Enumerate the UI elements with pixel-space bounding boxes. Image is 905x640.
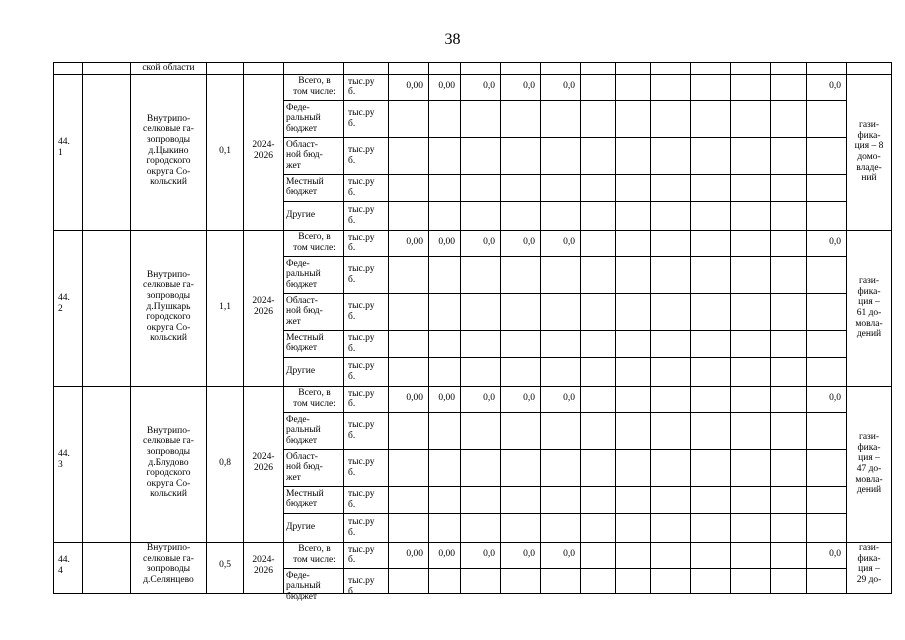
funding-source: Всего, в том числе: <box>293 544 336 565</box>
funding-source: Другие <box>286 210 316 221</box>
item-length: 0,1 <box>219 146 231 156</box>
item-period: 2024- 2026 <box>252 452 275 473</box>
item-name: Внутрипо- селковые га- зопроводы д.Селянцево <box>143 543 194 585</box>
funding-source: Феде- ральный бюджет <box>286 570 321 602</box>
item-result: гази- фика- ция – 61 до- мовла- дений <box>855 276 883 340</box>
funding-source: Всего, в том числе: <box>293 232 336 253</box>
value-cell: 0,0 <box>563 549 575 559</box>
unit-cell: тыс.ру б. <box>348 177 375 198</box>
value-cell: 0,00 <box>438 237 455 247</box>
unit-cell: тыс.ру б. <box>348 232 375 254</box>
funding-source: Местный бюджет <box>286 488 324 510</box>
unit-cell: тыс.ру б. <box>348 420 375 441</box>
value-cell: 0,00 <box>406 237 423 247</box>
item-result: гази- фика- ция – 8 домо- владе- ний <box>854 120 884 184</box>
item-period: 2024- 2026 <box>252 555 275 576</box>
unit-cell: тыс.ру б. <box>348 544 375 566</box>
funding-source: Другие <box>286 522 316 533</box>
unit-cell: тыс.ру б. <box>348 108 375 129</box>
unit-cell: тыс.ру б. <box>348 333 375 354</box>
unit-cell: тыс.ру б. <box>348 517 375 538</box>
value-cell: 0,00 <box>406 549 423 559</box>
item-period: 2024- 2026 <box>252 296 275 317</box>
value-cell: 0,0 <box>829 81 841 91</box>
value-cell: 0,0 <box>829 237 841 247</box>
page-number: 38 <box>444 31 461 48</box>
funding-source: Област- ной бюд- жет <box>286 295 323 327</box>
item-name: Внутрипо- селковые га- зопроводы д.Блудово городского округа Со- кольский <box>143 425 194 500</box>
unit-cell: тыс.ру б. <box>348 205 375 226</box>
funding-source: Феде- ральный бюджет <box>286 414 321 446</box>
funding-source: Всего, в том числе: <box>293 388 336 409</box>
unit-cell: тыс.ру б. <box>348 145 375 166</box>
value-cell: 0,0 <box>563 237 575 247</box>
value-cell: 0,0 <box>523 549 535 559</box>
value-cell: 0,0 <box>523 237 535 247</box>
funding-source: Местный бюджет <box>286 332 324 354</box>
unit-cell: тыс.ру б. <box>348 388 375 410</box>
unit-cell: тыс.ру б. <box>348 361 375 382</box>
unit-cell: тыс.ру б. <box>348 264 375 285</box>
item-length: 0,8 <box>219 458 231 468</box>
value-cell: 0,00 <box>406 393 423 403</box>
item-length: 1,1 <box>219 302 231 312</box>
item-number: 44. 1 <box>58 137 70 158</box>
item-result: гази- фика- ция – 47 до- мовла- дений <box>855 432 883 496</box>
funding-source: Феде- ральный бюджет <box>286 258 321 290</box>
value-cell: 0,0 <box>563 81 575 91</box>
value-cell: 0,00 <box>438 549 455 559</box>
item-name: Внутрипо- селковые га- зопроводы д.Цыкино городского округа Со- кольский <box>143 113 194 188</box>
funding-source: Местный бюджет <box>286 176 324 198</box>
item-number: 44. 3 <box>58 449 70 470</box>
value-cell: 0,0 <box>483 81 495 91</box>
value-cell: 0,0 <box>523 81 535 91</box>
continuation-name-cell: ской области <box>142 63 195 73</box>
value-cell: 0,0 <box>523 393 535 403</box>
unit-cell: тыс.ру б. <box>348 76 375 98</box>
value-cell: 0,0 <box>563 393 575 403</box>
value-cell: 0,00 <box>406 81 423 91</box>
value-cell: 0,0 <box>829 393 841 403</box>
value-cell: 0,00 <box>438 81 455 91</box>
item-name: Внутрипо- селковые га- зопроводы д.Пушкарь городского округа Со- кольский <box>143 269 194 344</box>
value-cell: 0,0 <box>829 549 841 559</box>
unit-cell: тыс.ру б. <box>348 576 375 597</box>
item-result: гази- фика- ция – 29 до- <box>856 543 882 585</box>
funding-source: Област- ной бюд- жет <box>286 139 323 171</box>
unit-cell: тыс.ру б. <box>348 457 375 478</box>
item-number: 44. 2 <box>58 293 70 314</box>
value-cell: 0,0 <box>483 393 495 403</box>
item-length: 0,5 <box>219 560 231 570</box>
value-cell: 0,00 <box>438 393 455 403</box>
item-number: 44. 4 <box>58 555 70 576</box>
funding-source: Всего, в том числе: <box>293 76 336 97</box>
unit-cell: тыс.ру б. <box>348 489 375 510</box>
funding-source: Другие <box>286 366 316 377</box>
unit-cell: тыс.ру б. <box>348 301 375 322</box>
funding-source: Феде- ральный бюджет <box>286 102 321 134</box>
value-cell: 0,0 <box>483 549 495 559</box>
value-cell: 0,0 <box>483 237 495 247</box>
funding-source: Област- ной бюд- жет <box>286 451 323 483</box>
item-period: 2024- 2026 <box>252 140 275 161</box>
